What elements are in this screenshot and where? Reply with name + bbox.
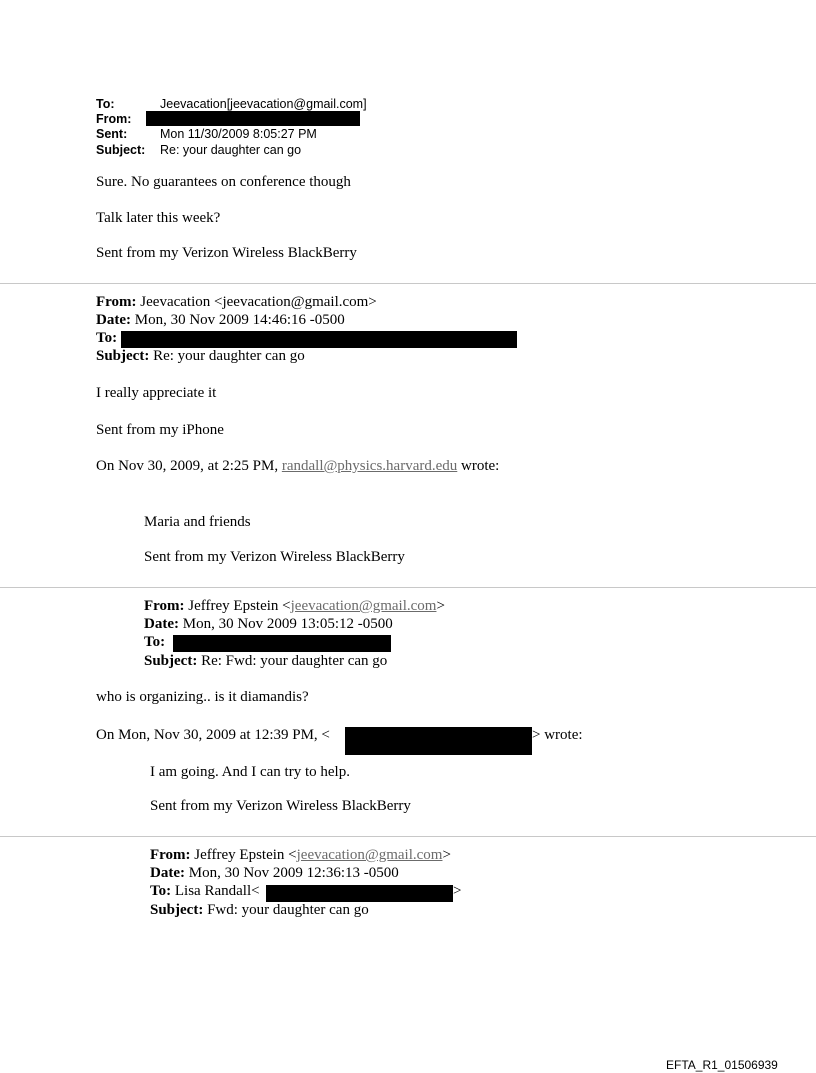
email-link[interactable]: jeevacation@gmail.com [296,847,443,863]
sent-value: Mon 11/30/2009 8:05:27 PM [160,127,317,141]
from-close: > [436,598,445,614]
from-line [150,847,451,864]
subject-line [150,902,369,919]
from-label: From: [144,598,185,614]
message-line: Sure. No guarantees on conference though [96,174,351,190]
date-line [144,616,393,633]
redaction-bar [121,331,517,348]
quote-suffix: > wrote: [532,727,583,743]
date-line [96,312,345,329]
sent-label: Sent: [96,127,128,141]
quoted-line: I am going. And I can try to help. [150,764,350,780]
subject-value: Re: your daughter can go [153,348,305,364]
to-line [150,883,260,900]
divider [0,836,816,837]
email-link[interactable]: jeevacation@gmail.com [290,598,437,614]
to-value: Lisa Randall< [174,883,260,899]
subject-label: Subject: [96,348,150,364]
subject-line [144,653,387,670]
from-name: Jeffrey Epstein < [194,847,297,863]
date-value: Mon, 30 Nov 2009 13:05:12 -0500 [182,616,393,632]
message-line: who is organizing.. is it diamandis? [96,689,309,705]
quoted-line: Maria and friends [144,514,251,530]
date-label: Date: [150,865,185,881]
to-close: > [453,883,462,899]
to-value: Jeevacation[jeevacation@gmail.com] [160,97,367,111]
from-label: From: [96,294,137,310]
document-id: EFTA_R1_01506939 [666,1058,778,1072]
message-line: I really appreciate it [96,385,217,401]
quote-suffix: wrote: [461,458,500,474]
subject-value: Re: your daughter can go [160,143,302,157]
divider [0,587,816,588]
from-line [96,294,377,311]
quoted-signature: Sent from my Verizon Wireless BlackBerry [144,549,405,565]
divider [0,283,816,284]
to-label: To: [144,634,166,650]
date-value: Mon, 30 Nov 2009 14:46:16 -0500 [134,312,345,328]
date-label: Date: [144,616,179,632]
to-label: To: [96,97,115,111]
subject-label: Subject: [144,653,198,669]
date-value: Mon, 30 Nov 2009 12:36:13 -0500 [188,865,399,881]
quote-prefix: On Nov 30, 2009, at 2:25 PM, [96,458,279,474]
subject-line [96,348,305,365]
from-label: From: [96,112,132,126]
to-line [144,634,165,651]
to-line [96,330,117,347]
message-signature: Sent from my Verizon Wireless BlackBerry [96,245,357,261]
redaction-bar [266,885,453,902]
message-signature: Sent from my iPhone [96,422,224,438]
subject-label: Subject: [96,143,146,157]
email-link[interactable]: randall@physics.harvard.edu [281,458,458,474]
date-label: Date: [96,312,131,328]
from-name: Jeffrey Epstein < [188,598,291,614]
subject-value: Fwd: your daughter can go [207,902,369,918]
quote-prefix: On Mon, Nov 30, 2009 at 12:39 PM, < [96,727,330,743]
date-line [150,865,399,882]
to-label: To: [96,330,118,346]
from-line [144,598,445,615]
redaction-bar [146,111,360,126]
from-label: From: [150,847,191,863]
subject-label: Subject: [150,902,204,918]
quote-attribution [96,458,499,475]
from-close: > [442,847,451,863]
to-label: To: [150,883,172,899]
redaction-bar [173,635,391,652]
from-value: Jeevacation <jeevacation@gmail.com> [140,294,377,310]
subject-value: Re: Fwd: your daughter can go [201,653,388,669]
message-line: Talk later this week? [96,210,221,226]
redaction-bar [345,727,532,755]
quoted-signature: Sent from my Verizon Wireless BlackBerry [150,798,411,814]
